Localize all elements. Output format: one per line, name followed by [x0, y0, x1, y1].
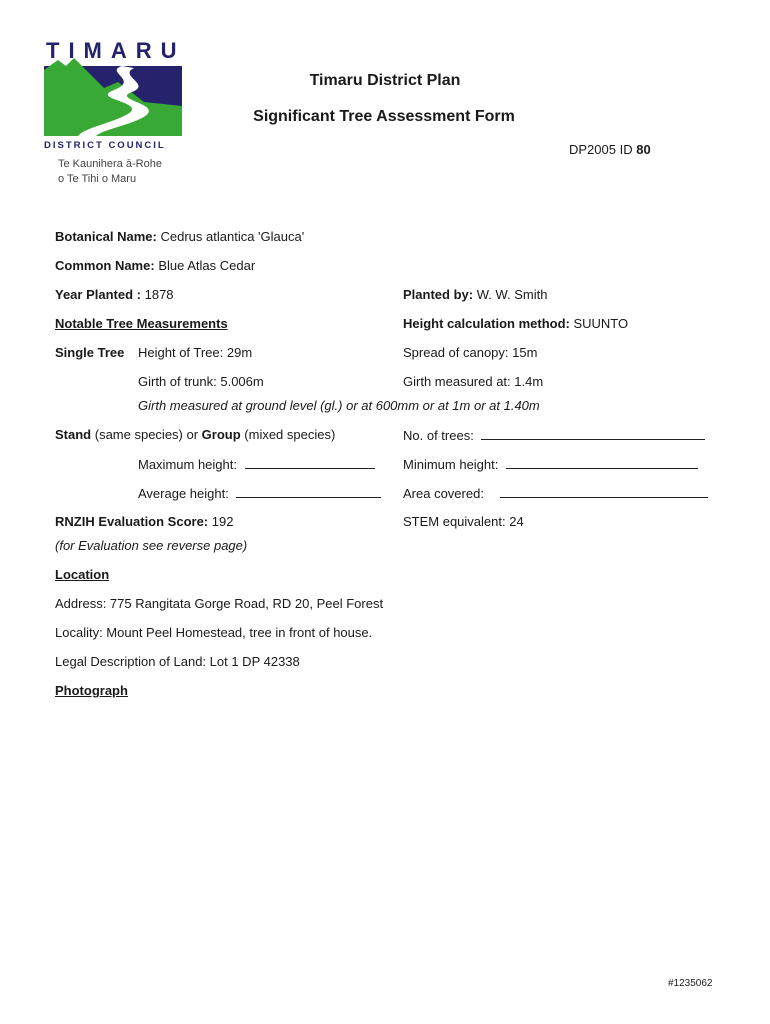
planted-by-value: W. W. Smith: [476, 287, 548, 302]
no-of-trees-blank: [481, 427, 705, 440]
legal-description-line: Legal Description of Land: Lot 1 DP 42338: [55, 654, 300, 669]
min-height-blank: [506, 456, 698, 469]
planted-by-label: Planted by:: [403, 287, 474, 302]
photograph-heading: Photograph: [55, 683, 128, 698]
no-of-trees-label: No. of trees:: [403, 428, 474, 443]
page-title: Timaru District Plan: [309, 72, 461, 89]
stem-equivalent: STEM equivalent: 24: [403, 514, 524, 529]
min-height-label: Minimum height:: [403, 457, 499, 472]
avg-height-blank: [236, 485, 381, 498]
evaluation-note: (for Evaluation see reverse page): [55, 538, 248, 553]
area-covered-field: [403, 485, 708, 501]
logo-subtitle: DISTRICT COUNCIL: [44, 140, 166, 151]
avg-height-label: Average height:: [138, 486, 229, 501]
logo-landscape-icon: [44, 58, 184, 136]
stand-group-row: [55, 427, 335, 442]
girth-measured-at: Girth measured at: 1.4m: [403, 374, 544, 389]
mixed-species-text: (mixed species): [240, 427, 336, 442]
group-label: Group: [201, 427, 241, 442]
year-planted-row: [55, 287, 174, 302]
max-height-blank: [245, 456, 375, 469]
height-method-value: SUUNTO: [573, 316, 629, 331]
botanical-name-row: [55, 229, 304, 244]
trunk-girth: Girth of trunk: 5.006m: [138, 374, 264, 389]
area-covered-blank: [500, 485, 708, 498]
evaluation-score-label: RNZIH Evaluation Score:: [55, 514, 209, 529]
common-name-value: Blue Atlas Cedar: [158, 258, 256, 273]
planted-by-row: [403, 287, 548, 302]
no-of-trees-field: [403, 427, 705, 443]
document-id-value: 80: [636, 142, 651, 157]
same-species-text: (same species) or: [91, 427, 202, 442]
logo-maori-line-1: Te Kaunihera ā-Rohe: [58, 158, 162, 170]
document-id: [569, 142, 651, 157]
canopy-spread: Spread of canopy: 15m: [403, 345, 538, 360]
height-method-row: [403, 316, 628, 331]
max-height-field: [138, 456, 375, 472]
address-line: Address: 775 Rangitata Gorge Road, RD 20, Peel Forest: [55, 596, 384, 611]
tree-height: Height of Tree: 29m: [138, 345, 253, 360]
common-name-label: Common Name:: [55, 258, 155, 273]
measurements-heading: Notable Tree Measurements: [55, 316, 228, 331]
single-tree-label: Single Tree: [55, 345, 125, 360]
common-name-row: [55, 258, 255, 273]
form-title: Significant Tree Assessment Form: [253, 108, 515, 125]
min-height-field: [403, 456, 698, 472]
height-method-label: Height calculation method:: [403, 316, 570, 331]
year-planted-value: 1878: [144, 287, 174, 302]
locality-line: Locality: Mount Peel Homestead, tree in front of house.: [55, 625, 373, 640]
area-covered-label: Area covered:: [403, 486, 484, 501]
stand-label: Stand: [55, 427, 92, 442]
avg-height-field: [138, 485, 381, 501]
logo-maori-line-2: o Te Tihi o Maru: [58, 173, 137, 185]
location-heading: Location: [55, 567, 110, 582]
document-number: #1235062: [668, 978, 713, 989]
girth-note: Girth measured at ground level (gl.) or at 600mm or at 1m or at 1.40m: [138, 398, 540, 413]
council-logo: [44, 38, 189, 188]
evaluation-score-value: 192: [211, 514, 234, 529]
logo-wordmark: TIMARU: [46, 38, 186, 63]
document-id-label: DP2005 ID: [569, 142, 633, 157]
evaluation-score-row: [55, 514, 233, 529]
botanical-name-label: Botanical Name:: [55, 229, 157, 244]
botanical-name-value: Cedrus atlantica 'Glauca': [160, 229, 305, 244]
max-height-label: Maximum height:: [138, 457, 237, 472]
year-planted-label: Year Planted :: [55, 287, 141, 302]
